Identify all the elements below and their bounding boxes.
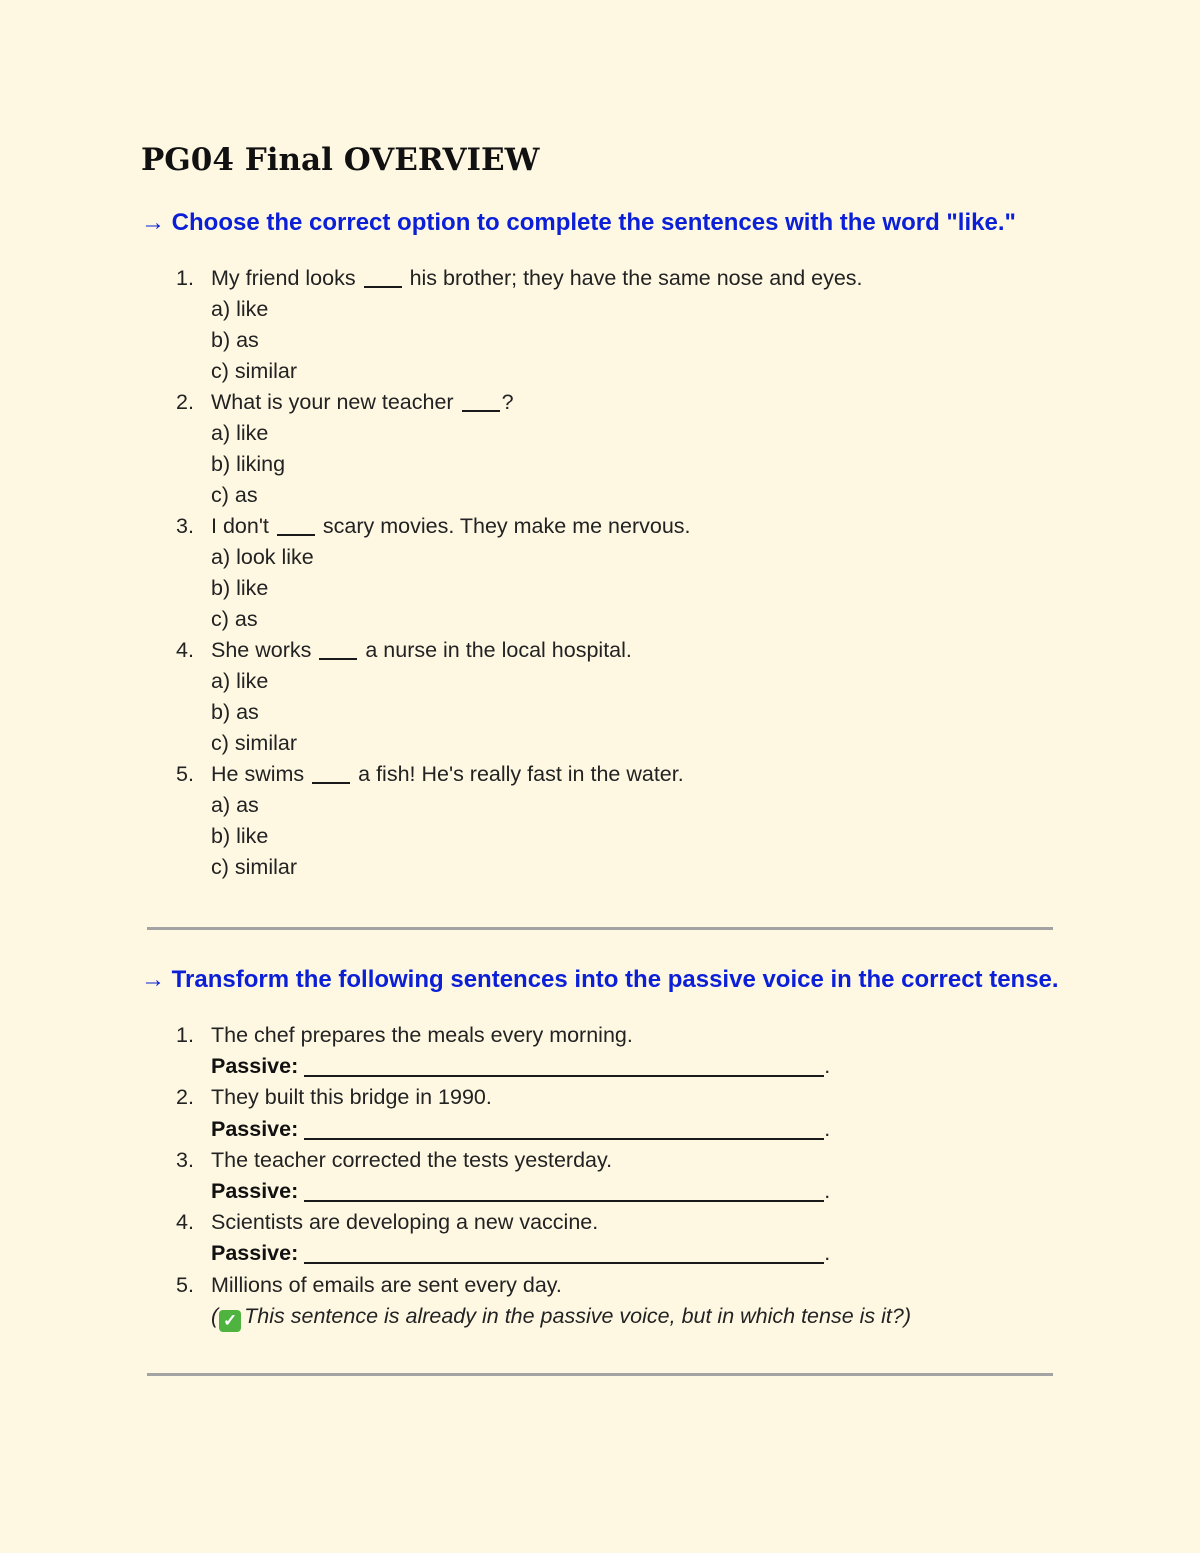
question-item [0,263,1200,387]
page-title: PG04 Final OVERVIEW [141,142,540,178]
option-a: a) as [211,793,259,817]
like-question-list [0,263,1200,883]
passive-label: Passive: [211,1116,299,1141]
blank-line [312,782,350,784]
section-divider [147,927,1053,930]
option-line [0,325,1200,356]
question-item [0,387,1200,511]
option-a: a) look like [211,545,314,569]
option-b: b) as [211,328,259,352]
question-line [0,511,1200,542]
passive-item [0,1270,1200,1332]
option-b: b) liking [211,452,286,476]
option-line [0,697,1200,728]
option-a: a) like [211,669,269,693]
note-open-paren: ( [211,1303,219,1328]
question-line [0,635,1200,666]
question-text [211,511,691,542]
check-mark-icon: ✓ [219,1310,241,1332]
option-line [0,604,1200,635]
passive-answer-line [0,1238,1200,1269]
passive-item [0,1082,1200,1144]
option-b: b) like [211,824,269,848]
passive-question-list [0,1020,1200,1332]
item-number: 1. [176,1023,194,1047]
passive-answer-line [0,1051,1200,1082]
question-line [0,387,1200,418]
question-text-before: I don't [211,514,269,538]
question-number: 5. [176,762,194,786]
passive-answer [211,1238,830,1269]
option-line [0,542,1200,573]
note-text: This sentence is already in the passive voice, but in which tense is it?) [244,1303,912,1328]
answer-blank[interactable] [304,1262,824,1264]
option-line [0,480,1200,511]
active-sentence: They built this bridge in 1990. [211,1085,492,1110]
option-line [0,449,1200,480]
answer-blank[interactable] [304,1200,824,1202]
passive-answer-line [0,1114,1200,1145]
option-b: b) as [211,700,259,724]
option-line [0,418,1200,449]
blank-line [319,658,357,660]
passive-answer [211,1051,830,1082]
sentence-line [0,1145,1200,1176]
option-c: c) similar [211,359,297,383]
passive-label: Passive: [211,1241,299,1266]
question-text-before: My friend looks [211,266,356,290]
blank-line [364,286,402,288]
active-sentence: The teacher corrected the tests yesterday. [211,1147,613,1172]
blank-line [462,410,500,412]
question-text-after: scary movies. They make me nervous. [322,514,691,538]
answer-blank[interactable] [304,1075,824,1077]
active-sentence: The chef prepares the meals every morning. [211,1023,633,1047]
blank-line [277,534,315,536]
item-number: 5. [176,1272,194,1297]
passive-label: Passive: [211,1178,299,1203]
question-text-after: a fish! He's really fast in the water. [358,762,684,786]
option-line [0,294,1200,325]
option-c: c) similar [211,731,297,755]
passive-item [0,1207,1200,1269]
passive-label: Passive: [211,1054,299,1079]
option-c: c) as [211,607,258,631]
sentence-line [0,1082,1200,1113]
active-sentence: Millions of emails are sent every day. [211,1272,562,1297]
passive-item [0,1145,1200,1207]
option-c: c) similar [211,855,297,879]
note-line [0,1301,1200,1332]
passive-note [211,1301,911,1332]
question-text-before: He swims [211,762,305,786]
question-number: 2. [176,390,194,414]
sentence-line [0,1020,1200,1051]
passive-answer [211,1114,830,1145]
sentence-line [0,1207,1200,1238]
question-text [211,759,684,790]
option-line [0,852,1200,883]
passive-answer-line [0,1176,1200,1207]
answer-blank[interactable] [304,1138,824,1140]
item-number: 2. [176,1085,194,1110]
question-text-after: a nurse in the local hospital. [365,638,632,662]
option-line [0,821,1200,852]
question-text [211,263,863,294]
question-text-after: his brother; they have the same nose and eyes. [409,266,863,290]
end-mark: . [824,1241,831,1266]
sentence-line [0,1270,1200,1301]
option-c: c) as [211,483,258,507]
item-number: 4. [176,1210,194,1235]
question-number: 3. [176,514,194,538]
section-heading-passive: → Transform the following sentences into the passive voice in the correct tense. [141,966,1059,993]
option-line [0,666,1200,697]
end-mark: . [824,1054,831,1079]
question-item [0,511,1200,635]
option-a: a) like [211,421,269,445]
question-line [0,263,1200,294]
section-heading-like: → Choose the correct option to complete the sentences with the word "like." [141,209,1016,236]
option-line [0,790,1200,821]
option-line [0,573,1200,604]
passive-item [0,1020,1200,1082]
question-text [211,387,514,418]
question-text-after: ? [501,390,514,414]
active-sentence: Scientists are developing a new vaccine. [211,1210,599,1235]
question-text [211,635,632,666]
passive-answer [211,1176,830,1207]
question-number: 4. [176,638,194,662]
question-text-before: She works [211,638,312,662]
option-a: a) like [211,297,269,321]
question-item [0,759,1200,883]
question-text-before: What is your new teacher [211,390,454,414]
item-number: 3. [176,1147,194,1172]
option-b: b) like [211,576,269,600]
end-mark: . [824,1178,831,1203]
option-line [0,728,1200,759]
option-line [0,356,1200,387]
question-item [0,635,1200,759]
question-number: 1. [176,266,194,290]
section-divider [147,1373,1053,1376]
end-mark: . [824,1116,831,1141]
question-line [0,759,1200,790]
